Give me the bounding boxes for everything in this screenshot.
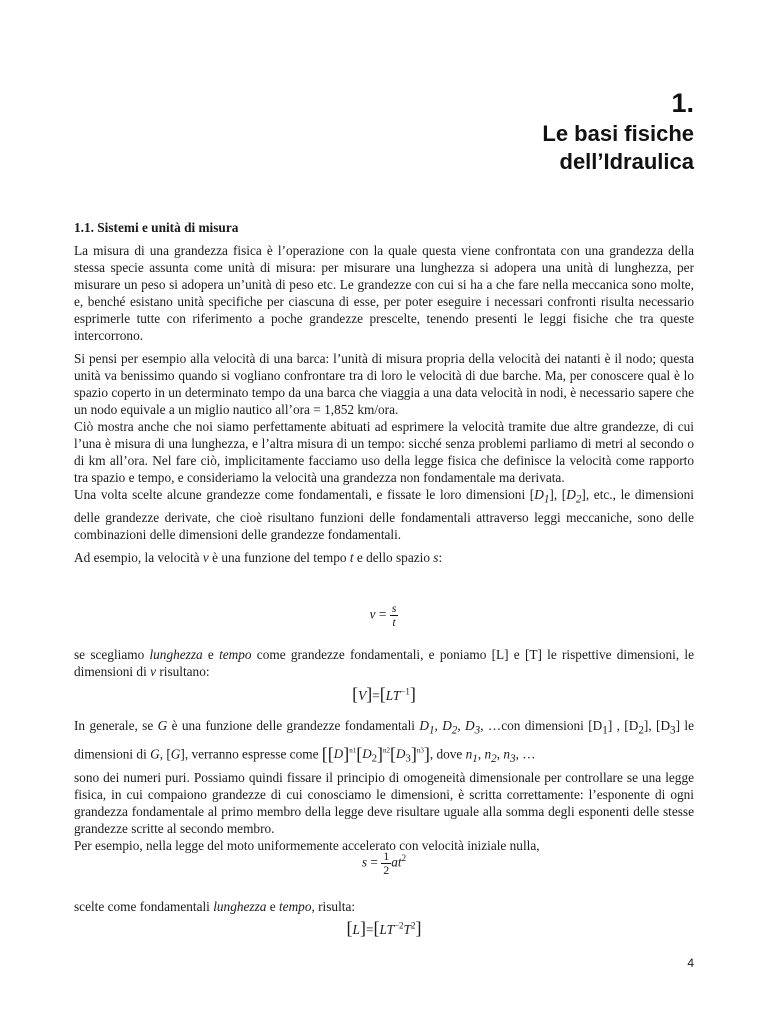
chapter-title-line1: Le basi fisiche	[542, 121, 694, 146]
equation-length-dimensions: $[L]=[LT^{-2}T^2]$	[346, 918, 422, 938]
body-block-3	[74, 716, 694, 854]
section-heading: 1.1. Sistemi e unità di misura	[74, 220, 239, 235]
paragraph-6: se scegliamo lunghezza e tempo come grandezze fondamentali, e poniamo [L] e [T] le rispettive dimensioni, le dimensioni di v risultano:	[74, 647, 694, 679]
paragraph-7: In generale, se G è una funzione delle grandezze fondamentali $D_1$, $D_2$, $D_3$, …con dimensioni $[D_1]$ , $[D_2]$, $[D_3]$ le dimensioni di G, [G], verranno espresse come $[[D]^{n1}[D_2]^{n2}[D_3]^{n3}]$, dove $n_1$, $n_2$, $n_3$, …	[74, 718, 694, 765]
equation-uniform-acceleration: s = $\frac{1}{2}$ $at^2$	[361, 849, 407, 877]
inline-dimension-formula: $[[D]^{n1}[D_2]^{n2}[D_3]^{n3}]$	[321, 743, 430, 765]
paragraph-4: Una volta scelte alcune grandezze come fondamentali, e fissate le loro dimensioni $[D_1]$, $[D_2]$, etc., le dimensioni delle grandezze derivate, che cioè risultano funzioni delle fondamentali attraverso leggi meccaniche, sono delle combinazioni delle dimensioni delle grandezze fondamentali.	[74, 487, 694, 542]
chapter-title-block	[542, 86, 694, 176]
paragraph-5: Ad esempio, la velocità v è una funzione del tempo t e dello spazio s:	[74, 549, 443, 565]
equation-velocity-dimensions: $[V]=[LT^{-1}]$	[352, 684, 416, 704]
body-block-1	[74, 242, 694, 566]
paragraph-2: Si pensi per esempio alla velocità di una barca: l’unità di misura propria della velocità dei natanti è il nodo; questa unità va benissimo quando si vogliano confrontare tra di loro le velocità di due barche. Ma, per conoscere qual è lo spazio coperto in un determinato tempo da una barca che viaggia a una data velocità in nodi, è necessario sapere che un nodo equivale a un miglio nautico all’ora = 1,852 km/ora.	[74, 351, 694, 417]
paragraph-3: Ciò mostra anche che noi siamo perfettamente abituati ad esprimere la velocità tramite due altre grandezze, di cui l’una è misura di una lunghezza, e l’altra misura di un tempo: sicché senza problemi parliamo di metri al secondo o di km all’ora. Nel fare ciò, implicitamente facciamo uso della legge fisica che definisce la velocità come rapporto tra spazio e tempo, e consideriamo la velocità una grandezza non fondamentale ma derivata.	[74, 419, 694, 485]
paragraph-8: sono dei numeri puri. Possiamo quindi fissare il principio di omogeneità dimensionale per controllare se una legge fisica, in cui compaiono grandezze di cui conosciamo le dimensioni, è scritta correttamente: l’esponente di ogni grandezza fondamentale al primo membro della legge deve risultare uguale alla somma degli esponenti delle stesse grandezze scritte al secondo membro.	[74, 769, 694, 836]
paragraph-1: La misura di una grandezza fisica è l’operazione con la quale questa viene confrontata con una grandezza della stessa specie assunta come unità di misura: per misurare una lunghezza si adopera una unità di lunghezza, per misurare un peso si adopera un’unità di peso etc. Le grandezze con cui si ha a che fare nella meccanica sono molte, e, benché esistano unità specifiche per ciascuna di esse, per poter eseguire i necessari confronti risulta necessario esprimerle tutte con riferimento a poche grandezze prescelte, tenendo presenti le leggi fisiche che tra queste intercorrono.	[74, 243, 694, 343]
paragraph-10: scelte come fondamentali lunghezza e tempo, risulta:	[74, 899, 356, 914]
chapter-title-line2: dell’Idraulica	[559, 149, 694, 174]
body-block-4	[74, 898, 694, 915]
equation-velocity: v = $\frac{s}{t}$	[369, 601, 397, 629]
chapter-number: 1.	[671, 88, 694, 118]
paragraph-9: Per esempio, nella legge del moto uniformemente accelerato con velocità iniziale nulla,	[74, 837, 540, 853]
body-block-2	[74, 646, 694, 680]
page-number: 4	[687, 956, 694, 970]
